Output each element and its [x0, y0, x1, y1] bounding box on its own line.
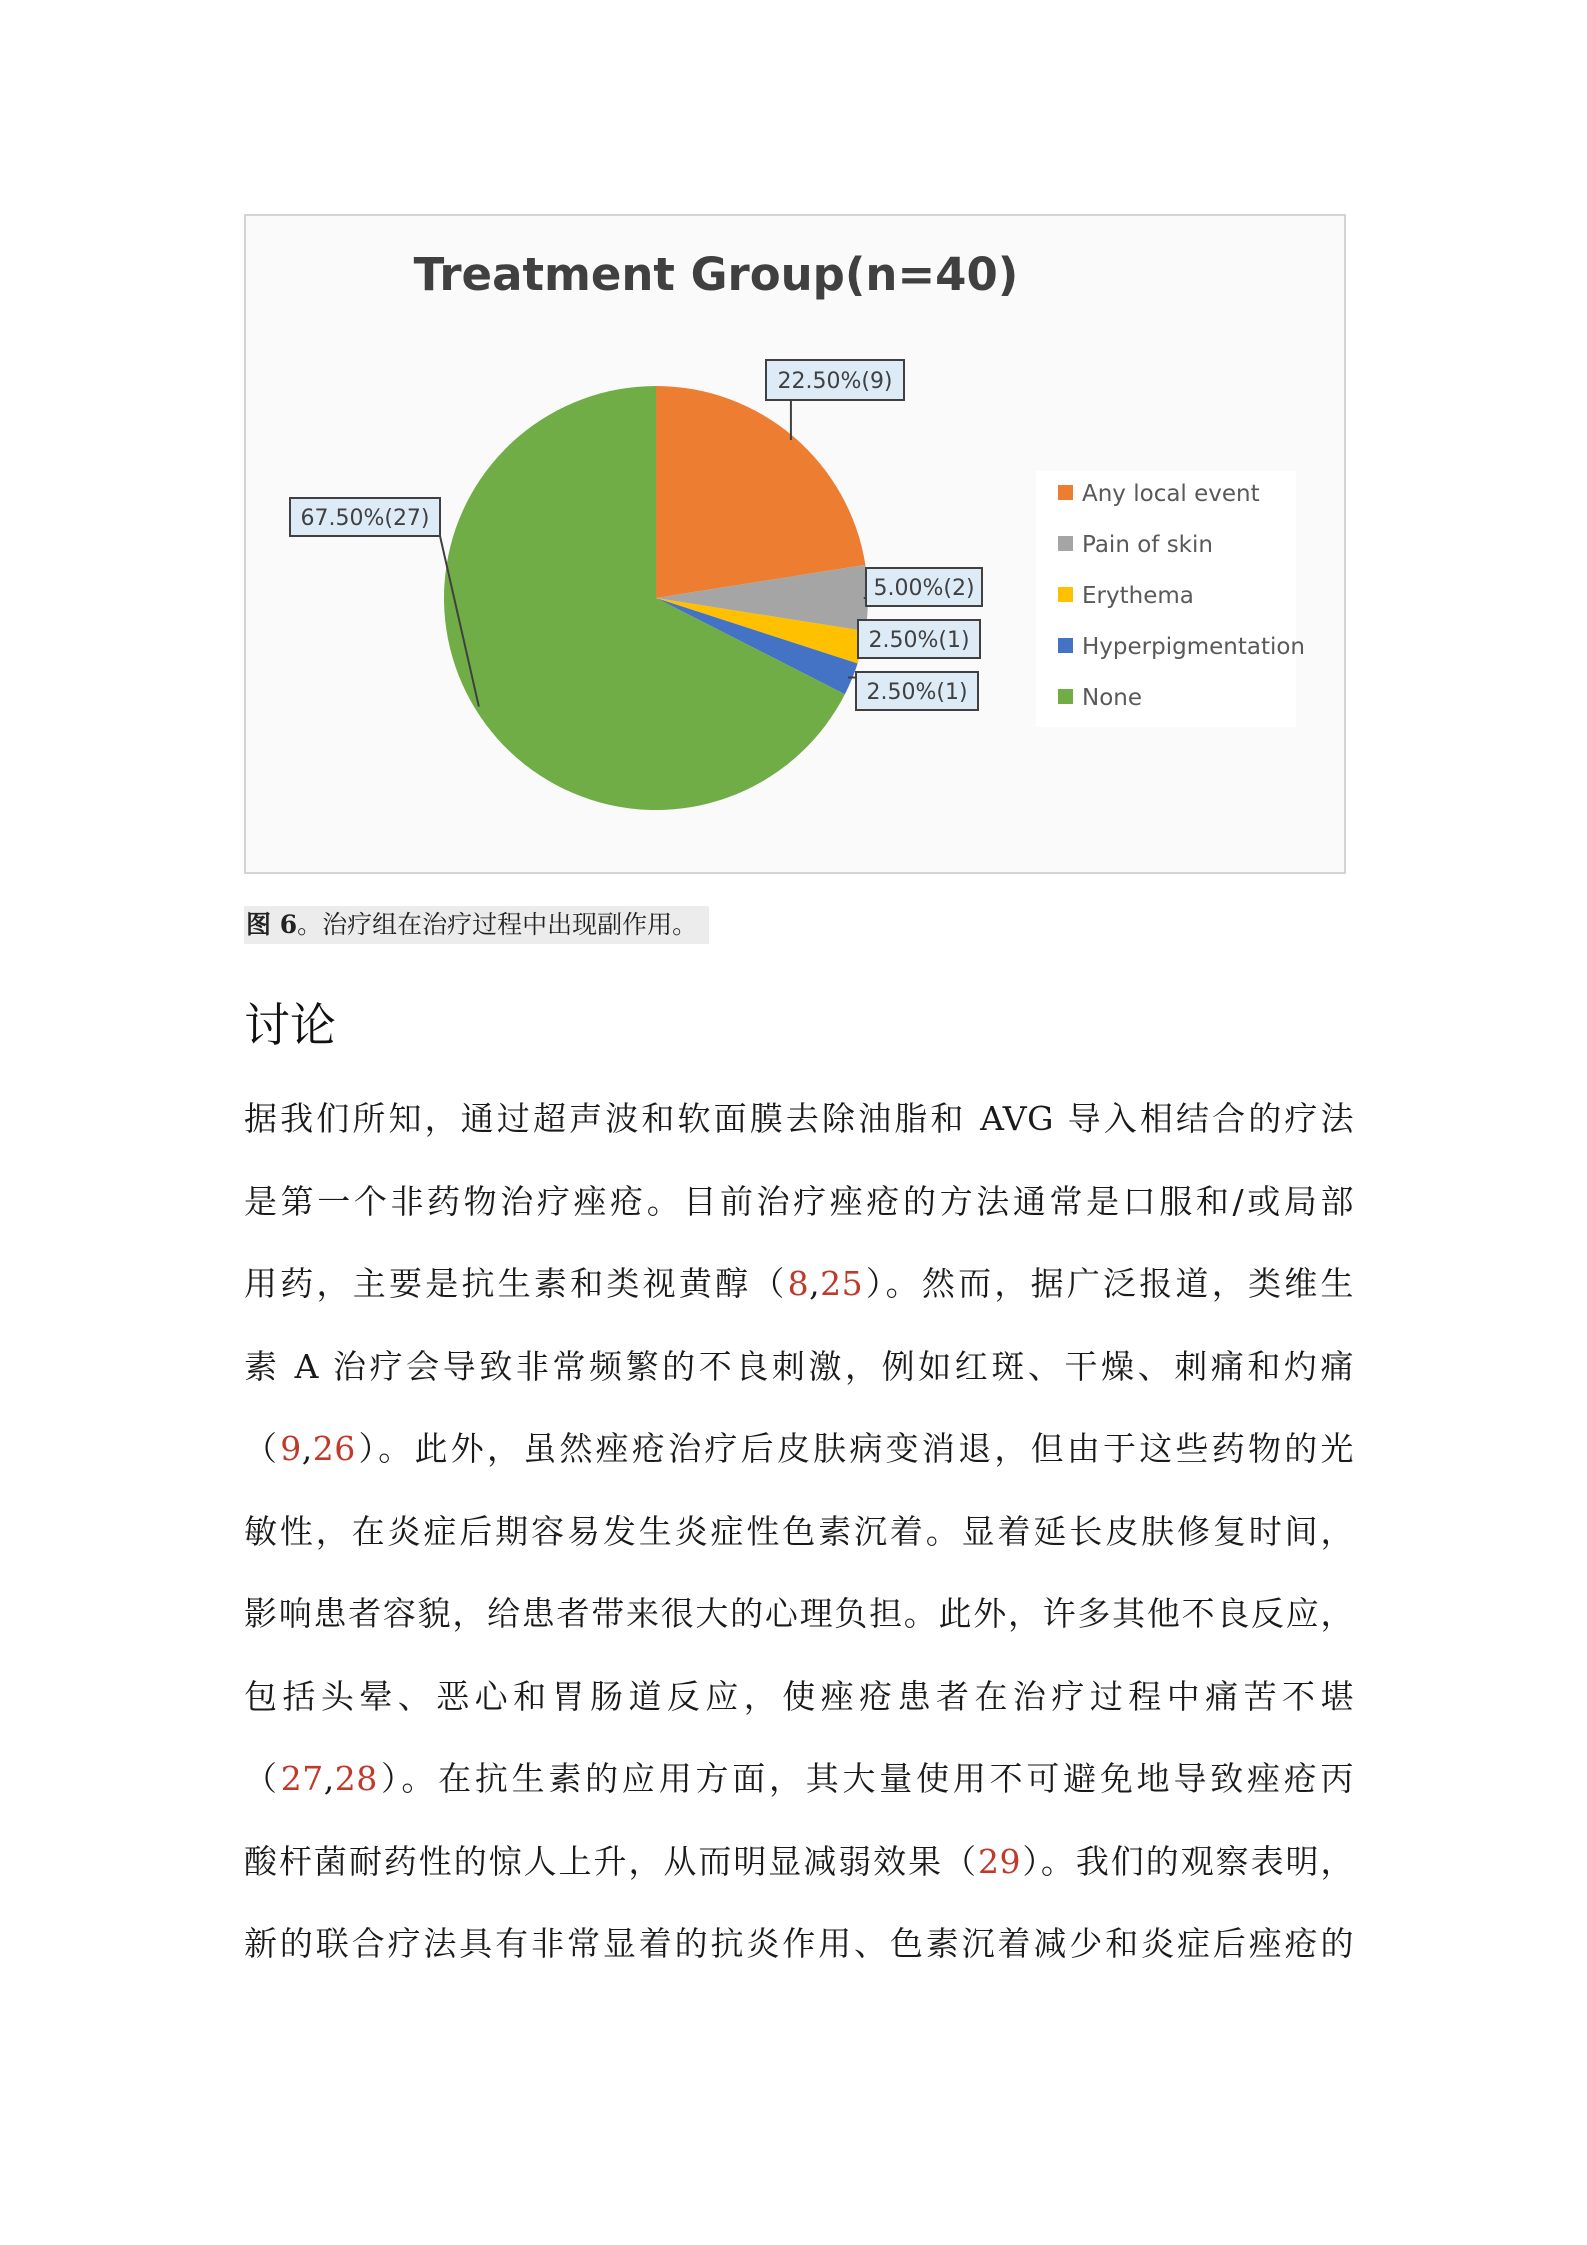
text-segment: 敏性，在炎症后期容易发生炎症性色素沉着。显着延长皮肤修复时间，	[244, 1511, 1354, 1551]
data-label: 67.50%(27)	[300, 506, 430, 531]
legend-label: Erythema	[1082, 583, 1194, 609]
text-line	[244, 1573, 1354, 1656]
legend-label: Pain of skin	[1082, 532, 1213, 558]
citation-link[interactable]: 9	[280, 1429, 302, 1468]
text-segment: ,	[301, 1429, 313, 1468]
text-segment: （	[244, 1429, 281, 1468]
legend-swatch	[1058, 485, 1073, 500]
text-segment: 是第一个非药物治疗痤疮。目前治疗痤疮的方法通常是口服和/或局部	[244, 1181, 1354, 1221]
body-paragraph	[244, 1078, 1354, 1986]
text-line	[244, 1656, 1354, 1739]
figure-caption-text: 。治疗组在治疗过程中出现副作用。	[297, 910, 698, 939]
text-segment: 影响患者容貌，给患者带来很大的心理负担。此外，许多其他不良反应，	[244, 1594, 1354, 1633]
legend-swatch	[1058, 638, 1073, 653]
citation-link[interactable]: 27	[280, 1759, 324, 1798]
text-line	[244, 1491, 1354, 1574]
legend-swatch	[1058, 587, 1073, 602]
citation-link[interactable]: 25	[820, 1264, 864, 1303]
text-segment: ）。此外，虽然痤疮治疗后皮肤病变消退，但由于这些药物的光	[355, 1429, 1355, 1468]
text-segment: ,	[323, 1759, 335, 1798]
citation-link[interactable]: 26	[312, 1429, 356, 1468]
text-segment: （	[244, 1759, 281, 1798]
legend-swatch	[1058, 689, 1073, 704]
data-label: 22.50%(9)	[777, 369, 893, 394]
citation-link[interactable]: 8	[787, 1264, 810, 1303]
chart-title: Treatment Group(n=40)	[413, 248, 1019, 301]
text-line	[244, 1326, 1354, 1409]
data-label: 2.50%(1)	[868, 628, 970, 653]
data-label: 5.00%(2)	[873, 576, 975, 601]
pie-chart	[246, 216, 1348, 876]
text-segment: 酸杆菌耐药性的惊人上升，从而明显减弱效果（	[244, 1841, 978, 1881]
section-heading: 讨论	[244, 998, 336, 1052]
figure-caption	[244, 906, 709, 944]
text-line	[244, 1903, 1354, 1986]
pie-slice-any-local-event	[656, 386, 865, 598]
text-line	[244, 1408, 1354, 1491]
text-segment: ）。然而，据广泛报道，类维生	[863, 1264, 1355, 1303]
legend-swatch	[1058, 536, 1073, 551]
text-segment: 包括头晕、恶心和胃肠道反应，使痤疮患者在治疗过程中痛苦不堪	[244, 1676, 1354, 1716]
citation-link[interactable]: 29	[977, 1841, 1021, 1881]
figure-chart-box	[244, 214, 1346, 874]
data-label: 2.50%(1)	[866, 680, 968, 705]
text-segment: 用药，主要是抗生素和类视黄醇（	[244, 1264, 788, 1303]
text-line	[244, 1078, 1354, 1161]
text-line	[244, 1243, 1354, 1326]
legend-label: Any local event	[1082, 481, 1260, 507]
figure-number: 图 6	[246, 910, 298, 939]
text-line	[244, 1738, 1354, 1821]
text-line	[244, 1821, 1354, 1904]
text-segment: 素 A 治疗会导致非常频繁的不良刺激，例如红斑、干燥、刺痛和灼痛	[244, 1346, 1354, 1386]
text-segment: ）。在抗生素的应用方面，其大量使用不可避免地导致痤疮丙	[377, 1759, 1355, 1798]
text-line	[244, 1161, 1354, 1244]
citation-link[interactable]: 28	[334, 1759, 378, 1798]
text-segment: ,	[809, 1264, 821, 1303]
text-segment: 新的联合疗法具有非常显着的抗炎作用、色素沉着减少和炎症后痤疮的	[244, 1924, 1354, 1963]
legend-label: Hyperpigmentation	[1082, 634, 1306, 660]
text-segment: ）。我们的观察表明，	[1020, 1841, 1355, 1881]
legend-label: None	[1082, 685, 1143, 711]
text-segment: 据我们所知，通过超声波和软面膜去除油脂和 AVG 导入相结合的疗法	[244, 1099, 1354, 1138]
